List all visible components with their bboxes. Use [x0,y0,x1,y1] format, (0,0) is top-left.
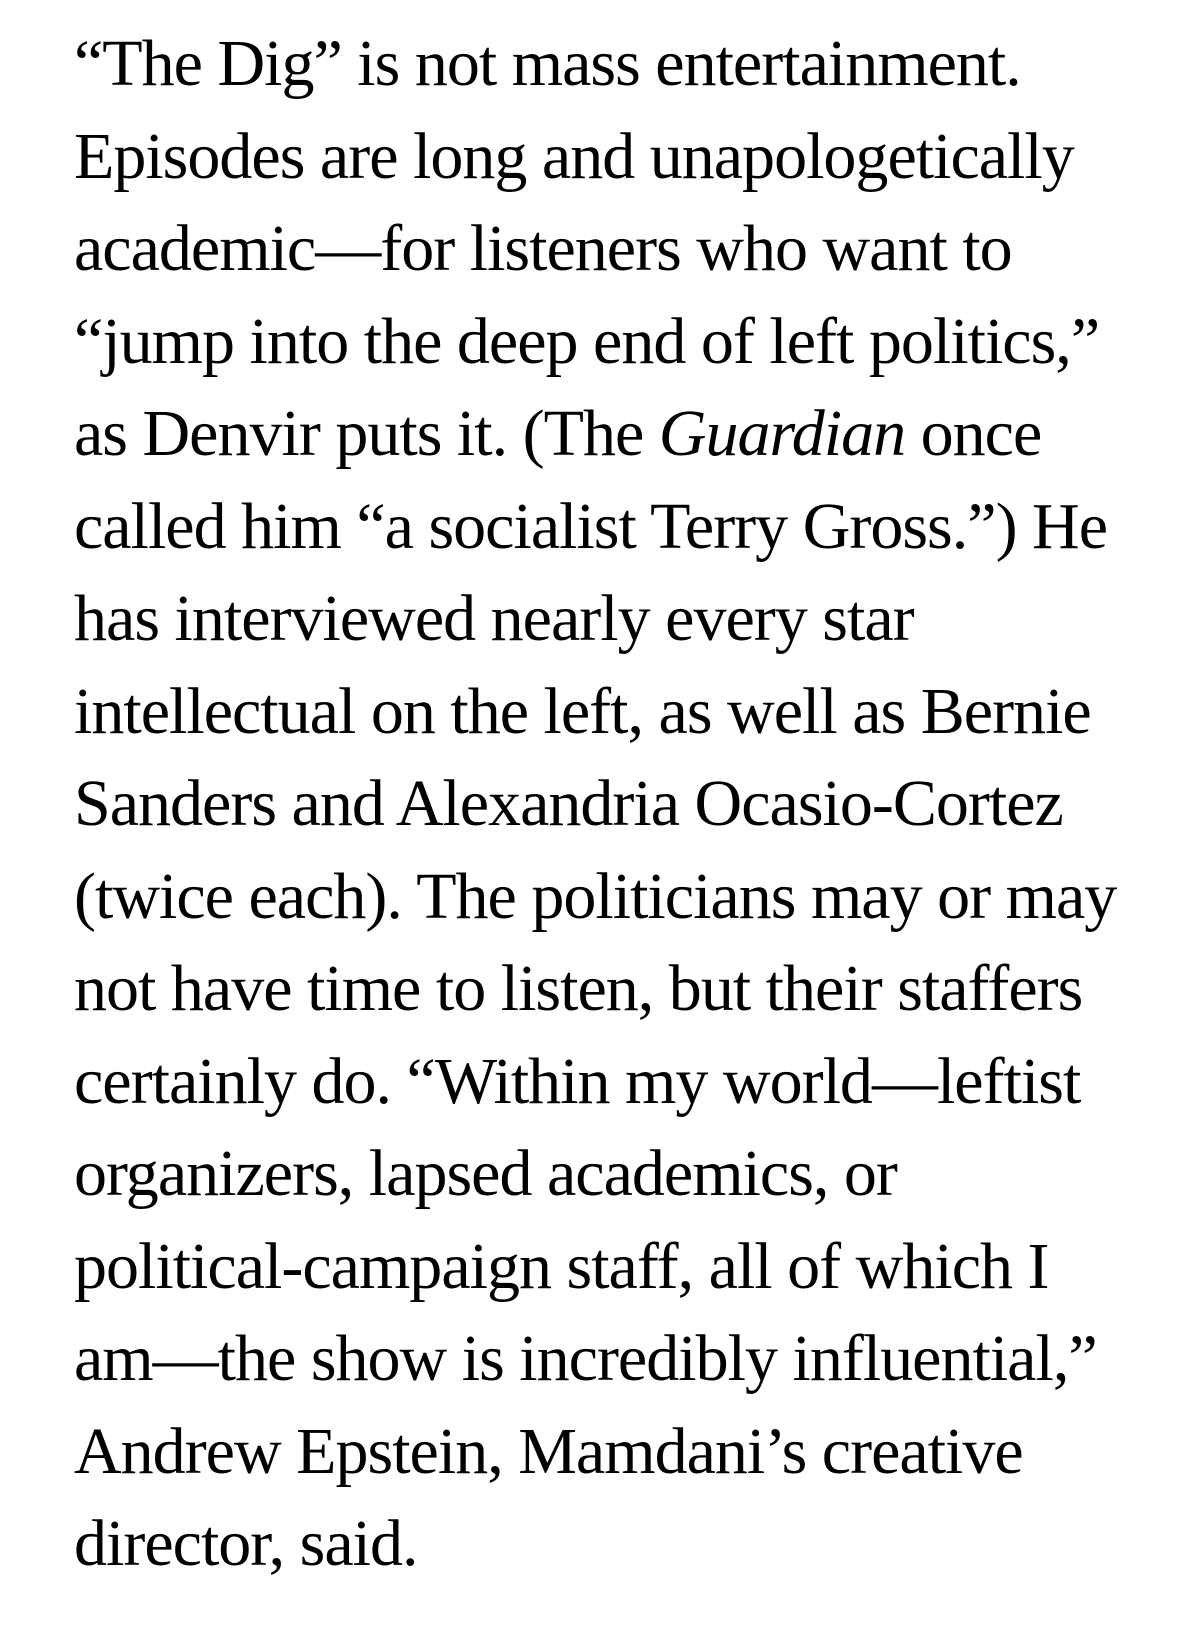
text-line [74,573,1159,666]
text-line [74,1128,1159,1221]
line-text: political-campaign staff, all of which I [74,1229,1049,1303]
text-line [74,666,1159,759]
text-line [74,1498,1159,1591]
text-line [74,203,1159,296]
text-line [74,758,1159,851]
line-text: intellectual on the left, as well as Bernie [74,674,1091,748]
line-text: Sanders and Alexandria Ocasio-Cortez [74,767,1063,840]
text-line [74,18,1159,111]
text-line [74,851,1159,944]
text-line [74,1036,1159,1129]
line-text: organizers, lapsed academics, or [74,1137,897,1210]
line-text: as Denvir puts it. (The [74,397,659,470]
text-line [74,296,1159,389]
text-line [74,1221,1159,1314]
line-text: once [905,397,1042,470]
text-line [74,111,1159,204]
line-text: called him “a socialist Terry Gross.”) He [74,489,1108,563]
line-text: certainly do. “Within my world—leftist [74,1044,1081,1118]
text-line [74,388,1159,481]
line-text: director, said. [74,1507,418,1580]
line-text: academic—for listeners who want to [74,212,1012,285]
line-text: Episodes are long and unapologetically [74,119,1074,193]
text-line [74,1406,1159,1499]
text-line [74,1313,1159,1406]
text-line [74,943,1159,1036]
line-text: has interviewed nearly every star [74,582,914,655]
text-line [74,481,1159,574]
line-text: “jump into the deep end of left politics,” [74,304,1100,378]
line-text: not have time to listen, but their staffers [74,952,1083,1025]
line-text: Andrew Epstein, Mamdani’s creative [74,1414,1023,1488]
line-text: am—the show is incredibly influential,” [74,1322,1097,1395]
guardian-italic-text: Guardian [658,397,906,470]
line-text: (twice each). The politicians may or may [74,859,1117,933]
line-text: “The Dig” is not mass entertainment. [74,27,1021,100]
